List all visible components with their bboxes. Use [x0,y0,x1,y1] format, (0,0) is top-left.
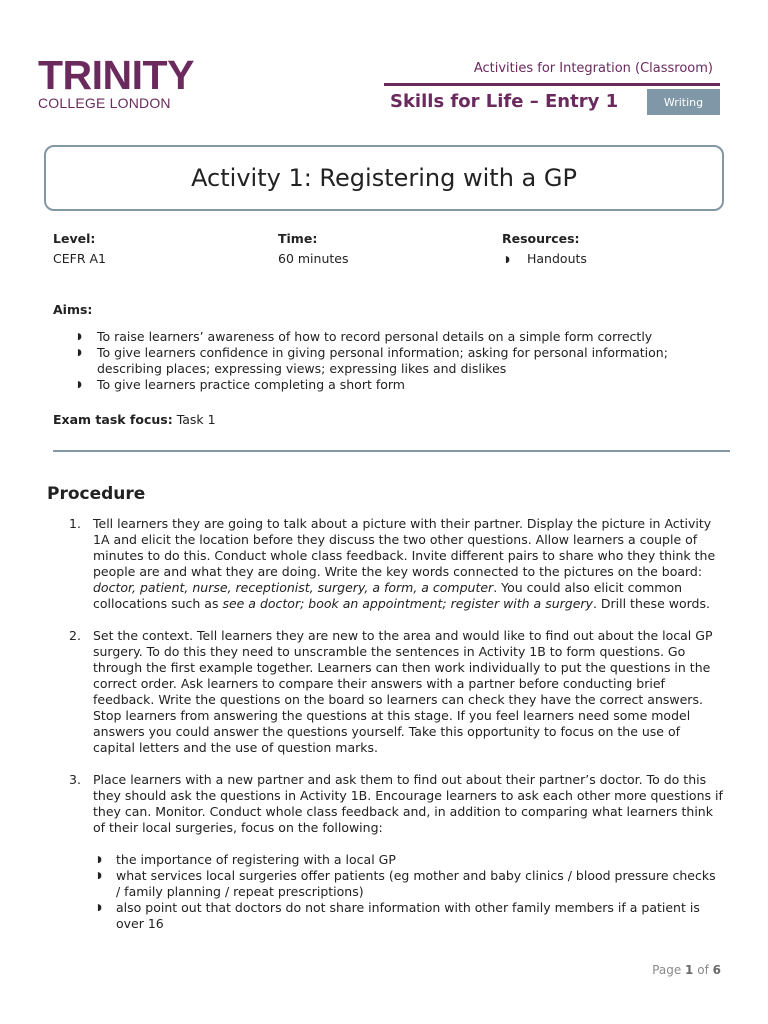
step-text: . You could also elicit common collocations such as [93,580,683,611]
aims-item-text: To give learners practice completing a short form [97,377,405,392]
exam-focus-value: Task 1 [176,412,216,427]
page-total: 6 [712,963,721,977]
step-keywords: doctor, patient, nurse, receptionist, surgery, a form, a computer [93,580,494,595]
aims-item [75,377,725,393]
logo-subtitle: COLLEGE LONDON [38,95,171,111]
activity-title: Activity 1: Registering with a GP [191,164,577,192]
step-text: Tell learners they are going to talk about a picture with their partner. Display the picture in Activity 1A and elicit the location before they discuss the two other questions. Allow learners a couple of minutes to do this. Conduct whole class feedback. Invite different pairs to share who they think the people are and what they are doing. Write the key words connected to the pictures on the board: [93,516,716,579]
exam-focus [53,412,216,427]
procedure-step [63,516,723,612]
level-label: Level: [53,231,96,246]
aims-item [75,345,725,377]
bullet-icon: ◗ [77,332,82,342]
focus-list [93,852,723,932]
resources-label: Resources: [502,231,580,246]
skill-badge: Writing [647,89,720,115]
bullet-icon: ◗ [77,380,82,390]
step-number: 3. [69,772,81,787]
aims-item-text: To raise learners’ awareness of how to record personal details on a simple form correctly [97,329,653,344]
bullet-icon: ◗ [97,871,102,881]
level-value: CEFR A1 [53,251,106,266]
focus-item [93,900,723,932]
procedure-list [63,516,723,948]
focus-item [93,852,723,868]
focus-item-text: the importance of registering with a local GP [116,852,396,867]
activity-title-box [44,145,724,211]
step-text: . Drill these words. [592,596,710,611]
focus-item-text: what services local surgeries offer patients (eg mother and baby clinics / blood pressure checks / family planning / repeat prescriptions) [116,868,716,899]
aims-list [75,329,725,393]
bullet-icon: ◗ [97,903,102,913]
focus-item-text: also point out that doctors do not share information with other family members if a patient is over 16 [116,900,700,931]
logo-wordmark: TRINITY [38,52,194,98]
trinity-logo [38,52,194,111]
bullet-icon: ◗ [77,348,82,358]
section-divider [53,450,730,452]
procedure-step [63,772,723,932]
aims-item-text: To give learners confidence in giving personal information; asking for personal information; describing places; expressing views; expressing likes and dislikes [97,345,668,376]
procedure-heading: Procedure [47,484,146,504]
time-label: Time: [278,231,318,246]
resources-item [505,251,587,268]
aims-item [75,329,725,345]
procedure-step [63,628,723,756]
step-number: 1. [69,516,81,531]
step-text: Set the context. Tell learners they are new to the area and would like to find out about the local GP surgery. To do this they need to unscramble the sentences in Activity 1B to form questions. Go through the first example together. Learners can then work individually to put the questions in the correct order. Ask learners to compare their answers with a partner before conducting brief feedback. Write the questions on the board so learners can check they have the correct answers. Stop learners from answering the questions at this stage. If you feel learners need some model answers you could answer the questions yourself. Take this opportunity to focus on the use of capital letters and the use of question marks. [93,628,713,755]
header-rule [384,83,720,86]
focus-item [93,868,723,900]
aims-label: Aims: [53,302,93,317]
time-value: 60 minutes [278,251,349,266]
header-title: Skills for Life – Entry 1 [390,91,619,112]
page-of-label: of [697,963,709,977]
header-subtitle: Activities for Integration (Classroom) [473,61,713,76]
step-number: 2. [69,628,81,643]
bullet-icon: ◗ [97,855,102,865]
exam-focus-label: Exam task focus: [53,412,173,427]
step-collocations: see a doctor; book an appointment; register with a surgery [222,596,593,611]
step-text: Place learners with a new partner and ask them to find out about their partner’s doctor. To do this they should ask the questions in Activity 1B. Encourage learners to ask each other more questions if they can. Monitor. Conduct whole class feedback and, in addition to comparing what learners think of their local surgeries, focus on the following: [93,772,723,835]
page-label: Page [652,963,682,977]
resources-item-text: Handouts [527,251,587,266]
bullet-icon: ◗ [505,255,510,265]
page-current: 1 [685,963,694,977]
page-number [652,963,721,977]
